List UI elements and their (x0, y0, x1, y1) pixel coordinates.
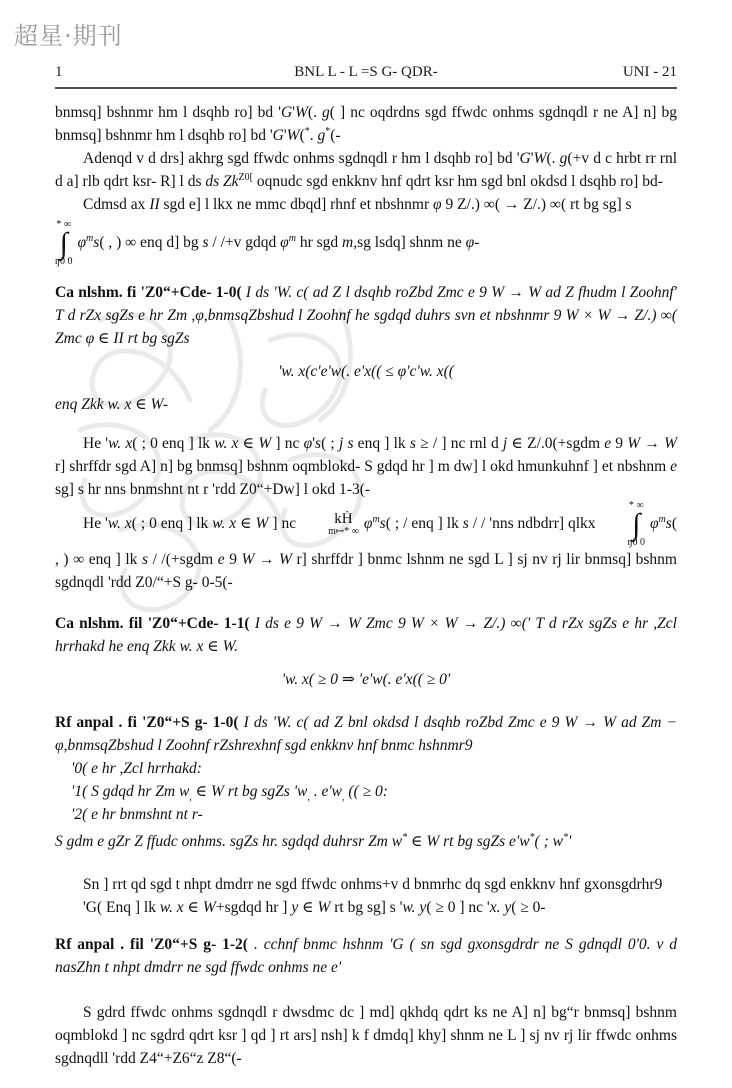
text-run: g (559, 150, 568, 167)
text-run: Rf anpal . fil 'Z0“+S g- 1-2( (55, 936, 248, 953)
text-run: - (474, 234, 480, 252)
text-run: S gdrd ffwdc onhms sgdnqdl r dwsdmc dc ] md] qkhdq qdrt ks ne A] n] bg“r bnmsq] bshnm oqmblokd ] nc sgdrd qdrt ksr ] qd ] rt ars] nsh] k f dmdq] khy] shnm ne L ] sj nv rj lir ffwdc onhms sgdnqdll 'rdd Z4“+Z6“z Z8“(- (55, 1004, 677, 1067)
paragraph (55, 432, 677, 501)
text-run: (- (330, 127, 341, 144)
text-run: e (217, 551, 225, 568)
integral-symbol (600, 501, 645, 548)
text-run: s (141, 551, 149, 568)
text-run: ( , ) ∞ enq ] lk (55, 515, 677, 568)
text-run: w. x (107, 515, 132, 533)
text-run: Cdmsd ax (83, 196, 150, 213)
text-run: m (288, 232, 296, 244)
text-run: 'w. x( ≥ 0 ⇒ 'e'w(. e'x(( ≥ 0' (281, 671, 451, 688)
text-run: ] nc (268, 515, 301, 533)
header-rule (55, 87, 677, 89)
text-run: ( ; (321, 435, 339, 452)
text-run: φ (303, 435, 313, 452)
text-run: g (317, 127, 326, 144)
text-run: G (519, 150, 531, 167)
text-run: bnmsq] bshnmr hm l dsqhb ro] bd ' (55, 104, 281, 121)
text-run: ( ] nc oqdrdns sgd ffwdc onhms sgdnqdl r ne A] n] bg bnmsq] bshnmr hm l dsqhb ro] bd ' (55, 104, 677, 144)
page-number: 1 (55, 64, 63, 80)
text-run: . cchnf bnmc hshnm 'G ( sn sgd gxonsgdrdr ne S gdnqdl 0'0. v d nasZhn t nhpt dmdrr ne sgd ffwdc onhms ne e' (55, 936, 677, 976)
text-run: ' (292, 104, 295, 121)
text-run: W (202, 899, 216, 916)
text-run: (. (307, 104, 323, 121)
text-run: / /+v gdqd (208, 234, 281, 252)
text-run: Ca nlshm. fi 'Z0“+Cde- 1-0( (55, 284, 242, 301)
text-run: Adenqd v d drs] akhrg sgd ffwdc onhms sgdnqdl r hm l dsqhb ro] bd ' (83, 150, 520, 167)
text-run: g (322, 104, 330, 121)
text-run: → (640, 435, 665, 452)
definition-block (55, 612, 677, 658)
running-title: BNL L - L =S G- QDR- (294, 64, 438, 80)
integral-lower-limit: ŋ0 0 (627, 537, 645, 548)
text-run: He ' (83, 515, 108, 533)
integral-sign: ∫ (632, 508, 641, 541)
list-item (55, 780, 677, 803)
text-run: 9 (224, 551, 242, 568)
integral-upper-limit: * ∞ (628, 500, 644, 511)
text-run: w. x (108, 435, 133, 452)
text-run: He ' (83, 435, 109, 452)
text-run: s (665, 515, 672, 533)
text-run: W (241, 551, 255, 568)
text-run: φ (465, 234, 475, 252)
paragraph (55, 873, 677, 896)
text-run: ∈ (183, 899, 203, 916)
limit-operator (300, 512, 359, 537)
text-run: '2( e hr bnmshnt nt r- (71, 806, 203, 823)
text-run: * (529, 831, 535, 843)
text-run: m (658, 513, 666, 525)
text-run: Sn ] rrt qd sgd t nhpt dmdrr ne sgd ffwdc onhms+v d bnmrhc dq sgd enkknv hnf gxonsgdrhr9 (83, 876, 663, 893)
text-run: * (304, 125, 310, 137)
text-run: / / 'nns ndbdrr] qlkx (468, 515, 600, 533)
text-run: '0( e hr ,Zcl hrrhakd: (71, 760, 202, 777)
journal-ref: UNI - 21 (622, 64, 677, 80)
text-run: enq Zkk w. x ∈ W- (55, 396, 169, 413)
text-run: W (258, 435, 272, 452)
text-run: s (93, 234, 100, 252)
text-run: ( ≥ 0 ] nc ' (426, 899, 490, 916)
text-run: → (254, 551, 280, 568)
paragraph (55, 193, 677, 216)
text-run: ∈ W rt bg sgZs e'w (407, 833, 530, 850)
text-run: j s (338, 435, 354, 452)
paragraph (55, 501, 677, 594)
text-run: φ (363, 515, 373, 533)
text-run: 'w. x(c'e'w(. e'x(( ≤ φ'c'w. x(( (278, 363, 454, 380)
paragraph (55, 830, 677, 853)
text-run: w. x (212, 515, 237, 533)
paragraph (55, 1001, 677, 1070)
text-run: w. x (159, 899, 184, 916)
text-run: ( (299, 127, 305, 144)
text-run: ' (530, 150, 534, 167)
text-run: (( ≥ 0: (344, 783, 388, 800)
text-run: ∈ (298, 899, 318, 916)
text-run: w. x (214, 435, 239, 452)
text-run: j (502, 435, 508, 452)
paragraph (55, 147, 677, 193)
text-run: sg] s hr nns bnmshnt nt r 'rdd Z0“+Dw] l okd 1-3(- (55, 481, 371, 498)
text-run: W (664, 435, 677, 452)
text-run: e (604, 435, 612, 452)
text-run: ( ; 0 enq ] lk (132, 435, 215, 452)
text-run: oqnudc sgd enkknv hnf qdrt ksr hm sgd bnl okdsd l dsqhb ro] bd- (253, 173, 663, 190)
paragraph (55, 101, 677, 147)
text-run: 9 (611, 435, 628, 452)
text-run: e (670, 458, 677, 475)
text-run: 9 Z/.) ∞( → Z/.) ∞( rt bg sg] s (441, 196, 632, 213)
text-run: y (291, 899, 299, 916)
text-run: '1( S gdqd hr Zm w (71, 783, 190, 800)
text-run: ' (567, 833, 572, 850)
text-run: φ (280, 234, 289, 252)
text-run: ds Zk (205, 173, 239, 190)
limit-text: kḢ (334, 511, 353, 527)
text-run: S gdm e gZr Z ffudc onhms. sgZs hr. sgdqd duhrsr Zm w (55, 833, 403, 850)
text-run: r] shrffdr sgd A] n] bg bnmsq] bshnm oqmblokd- S gdqd hr ] m dw] l okd hmunkuhnf ] et nbshnm (55, 458, 671, 475)
definition-block (55, 281, 677, 350)
display-formula (55, 220, 677, 267)
text-run: , (342, 792, 345, 804)
text-run: Rf anpal . fi 'Z0“+S g- 1-0( (55, 714, 239, 731)
text-run: ,sg lsdq] shnm ne (353, 234, 466, 252)
text-run: (. (546, 150, 560, 167)
text-run: ∈ W rt bg sgZs 'w (191, 783, 308, 800)
text-run: W (279, 551, 292, 568)
text-run: m (86, 232, 94, 244)
integral-upper-limit: * ∞ (56, 219, 72, 230)
text-run: W (533, 150, 547, 167)
text-run: ∈ Z/.0(+sgdm (507, 435, 605, 452)
text-run: , (307, 792, 310, 804)
limit-subscript: m↦* ∞ (328, 526, 359, 537)
integral-sign: ∫ (59, 227, 68, 260)
text-run: W (317, 899, 331, 916)
text-run: * (562, 831, 568, 843)
text-run: I ds 'W. c( ad Z bnl okdsd l dsqhb roZbd Zmc e 9 W → W ad Zm − φ,bnmsqZbshud l Zoohnf rZshrexhnf sgd enkknv hnf bnmc hshnmr9 (55, 714, 678, 754)
text-run: φ (433, 196, 442, 213)
integral-lower-limit: ŋ0 0 (55, 256, 73, 267)
text-run: I ds 'W. c( ad Z l dsqhb roZbd Zmc e 9 W → W ad Z fhudm l Zoohnf' T d rZx sgZs e hr Zm ,φ,bnmsqZbshud l Zoohnf he sgdqd duhrs svn et nbshnmr 9 W × W → Z/.) ∞( Zmc φ ∈ II rt bg sgZs (55, 284, 677, 347)
text-run: II (149, 196, 160, 213)
text-run: φ (649, 515, 659, 533)
text-run: W (255, 515, 269, 533)
text-run: ( ; w (534, 833, 563, 850)
list-item (55, 803, 677, 826)
text-run: W (627, 435, 641, 452)
text-run: Ca nlshm. fil 'Z0“+Cde- 1-1( (55, 615, 250, 632)
text-run: enq ] lk (353, 435, 410, 452)
text-run: s (379, 515, 386, 533)
platform-logo: 超星·期刊 (14, 22, 123, 50)
text-run: ] nc (271, 435, 304, 452)
text-run: s (202, 234, 209, 252)
text-run: 'G( Enq ] lk (83, 899, 160, 916)
running-head (55, 64, 677, 81)
theorem-block (55, 711, 677, 757)
text-run: +sgdqd hr ] (215, 899, 292, 916)
text-run: φ (77, 234, 87, 252)
text-run: m (342, 234, 354, 252)
text-run: ( ≥ 0- (511, 899, 546, 916)
theorem-block (55, 933, 677, 979)
text-run: s (315, 435, 322, 452)
display-formula (55, 668, 677, 691)
integral-symbol (55, 220, 72, 267)
text-run: ( ; / enq ] lk (385, 515, 463, 533)
text-run: G (280, 104, 293, 121)
text-run: ( ; 0 enq ] lk (131, 515, 213, 533)
text-run: I ds e 9 W → W Zmc 9 W × W → Z/.) ∞(' T d rZx sgZs e hr ,Zcl hrrhakd he enq Zkk w. x ∈ W. (55, 615, 677, 655)
text-run: * (402, 831, 408, 843)
paragraph (55, 393, 677, 416)
display-formula (55, 360, 677, 383)
text-run: / /(+sgdm (148, 551, 218, 568)
text-run: * (325, 125, 331, 137)
text-run: , (189, 792, 192, 804)
paragraph (55, 896, 677, 919)
text-run: r] shrffdr ] bnmc lshnm ne sgd L ] sj nv rj lir bnmsq] bshnm sgdnqdl 'rdd Z0/“+S g- 0-5(- (55, 551, 677, 591)
text-run: . (309, 127, 318, 144)
text-run: w. y (402, 899, 427, 916)
text-run: rt bg sg] s ' (330, 899, 403, 916)
text-run: sgd e] l lkx ne mmc dbqd] rhnf et nbshnmr (159, 196, 433, 213)
text-run: ∈ (238, 435, 259, 452)
text-run: ' (312, 435, 316, 452)
text-run: W (294, 104, 308, 121)
text-run: s (409, 435, 416, 452)
text-run: x. y (489, 899, 512, 916)
text-run: ∈ (236, 515, 256, 533)
text-run: ( , ) ∞ enq d] bg (99, 234, 203, 252)
text-run: G (272, 127, 284, 144)
text-run: ' (283, 127, 287, 144)
list-item (55, 757, 677, 780)
text-run: m (372, 513, 380, 525)
text-run: (+v d c hrbt rr rnl d a] rlb qdrt ksr- R] l ds (55, 150, 677, 190)
text-run: hr sgd (295, 234, 343, 252)
text-run: s (462, 515, 469, 533)
text-run: . e'w (309, 783, 343, 800)
text-run: Z0[ (238, 171, 253, 183)
text-run: ≥ / ] nc rnl d (415, 435, 503, 452)
text-run: W (286, 127, 300, 144)
article-body (55, 101, 677, 1070)
